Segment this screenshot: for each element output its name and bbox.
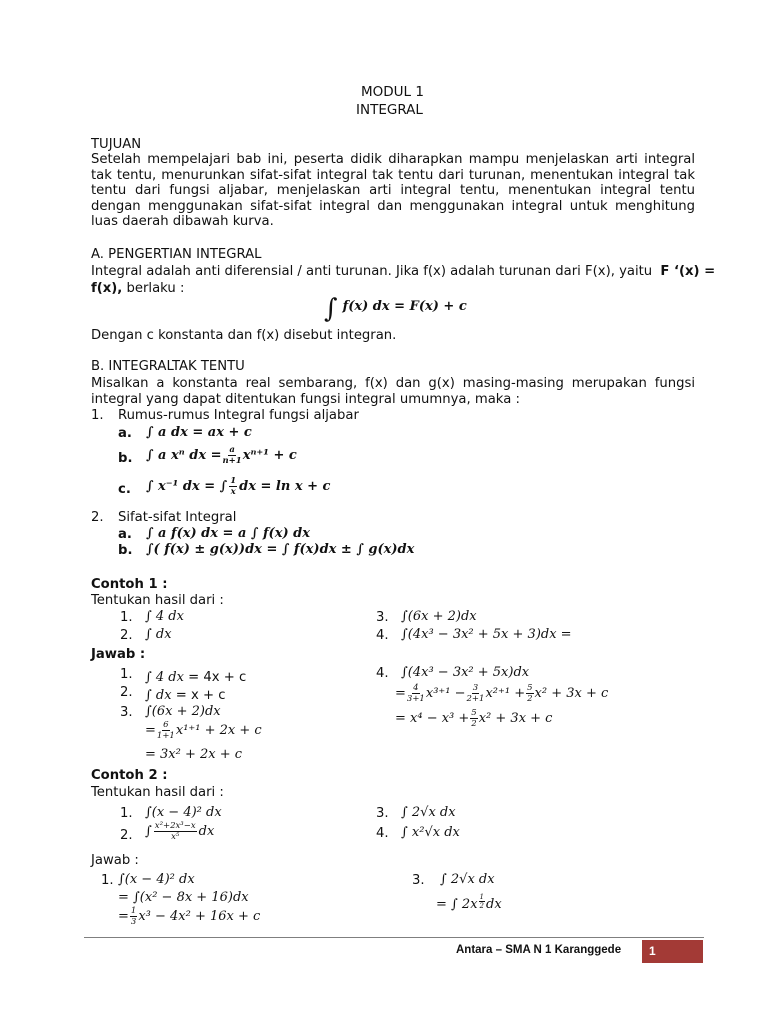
c1-q4: ∫(4x³ − 3x² + 5x + 3)dx = (401, 627, 572, 642)
doc-title: MODUL 1 (361, 84, 424, 100)
section-b-paragraph: Misalkan a konstanta real sembarang, f(x) dan g(x) masing-masing merupakan fungsi integral yang dapat ditentukan fungsi integral umumnya, maka : (91, 376, 695, 407)
c1-a4-frac2-den: 2+1 (466, 694, 485, 704)
c2-a1-line3 (118, 906, 260, 927)
c2-a3-line2 (436, 893, 502, 913)
c1-a4-frac4-den: 2 (471, 719, 477, 729)
c1-a4-frac2-num: 3 (472, 683, 479, 693)
c1-a3-line2 (145, 720, 262, 741)
section-a-heading: A. PENGERTIAN INTEGRAL (91, 247, 262, 262)
c2-a1-numerator: 1 (130, 906, 137, 916)
c1-q1-number: 1. (120, 610, 133, 625)
tujuan-paragraph: Setelah mempelajari bab ini, peserta didik diharapkan mampu menjelaskan arti integral tak tentu, menurunkan sifat-sifat integral tak tentu dari turunan, menentukan integral tak tentu dari fungsi aljabar, menjelaskan arti integral tentu, menentukan integral tentu dengan menggunakan sifat-sifat integral dan menggunakan integral untuk menghitung luas daerah dibawah kurva. (91, 152, 695, 230)
c1-a2-math: ∫ dx (145, 688, 172, 703)
section-b-heading: B. INTEGRALTAK TENTU (91, 359, 245, 374)
c2-a3-line2-pre: = ∫ 2x (436, 897, 478, 912)
c1-a3-line2-pre: = (145, 722, 156, 738)
c1-a4-frac1-num: 4 (413, 683, 419, 693)
c2-a1-line3-pre: = (118, 908, 129, 924)
c1-a3-denominator: 1+1 (156, 731, 175, 741)
section-a-bold2: f(x), (91, 281, 123, 296)
c2-a1-number: 1. (101, 873, 114, 888)
section-a-text-line2 (91, 281, 184, 296)
c1-q3-number: 3. (376, 610, 389, 625)
c1-a1-rest: = 4x + c (183, 670, 247, 685)
c2-a1-fraction (130, 906, 137, 927)
c2-q3-number: 3. (376, 806, 389, 821)
c1-a3-line3: = 3x² + 2x + c (145, 747, 243, 762)
rule-c-numerator: 1 (230, 476, 237, 486)
c2-a1-denominator: 3 (130, 917, 137, 927)
integral-definition-formula (324, 296, 467, 322)
page-number: 1 (649, 944, 656, 958)
prop-b-formula: ∫( f(x) ± g(x))dx = ∫ f(x)dx ± ∫ g(x)dx (146, 542, 415, 557)
item1-text: Rumus-rumus Integral fungsi aljabar (118, 408, 359, 423)
c2-a3-exponent-fraction (479, 893, 485, 910)
section-a-text3: Dengan c konstanta dan f(x) disebut integran. (91, 328, 397, 343)
c1-q3: ∫(6x + 2)dx (401, 609, 477, 624)
c1-q2: ∫ dx (145, 627, 172, 642)
c1-a4-line1: ∫(4x³ − 3x² + 5x)dx (401, 665, 530, 680)
c1-a1-number: 1. (120, 667, 133, 682)
c1-a4-fraction2 (467, 683, 485, 704)
rule-c-fraction (229, 476, 237, 497)
prop-a-formula: ∫ a f(x) dx = a ∫ f(x) dx (146, 526, 310, 541)
c2-q2-fraction (154, 821, 197, 842)
c1-a1-math: ∫ 4 dx (145, 670, 184, 685)
c1-a3-line2-post: x¹⁺¹ + 2x + c (175, 722, 262, 738)
rule-b-formula (146, 445, 297, 466)
c1-a1 (145, 666, 246, 686)
c2-q2-numerator: x²+2x³−x (154, 821, 196, 831)
c1-a4-line3 (395, 708, 552, 729)
c2-a3-number: 3. (412, 873, 425, 888)
c1-a4-line3-post: x² + 3x + c (478, 710, 553, 726)
c1-a4-fraction1 (407, 683, 425, 704)
doc-subtitle: INTEGRAL (356, 102, 423, 118)
footer-divider (84, 937, 704, 938)
c1-a4-frac3-num: 5 (527, 683, 533, 693)
page-number-badge (642, 940, 703, 963)
c1-a4-number: 4. (376, 666, 389, 681)
rule-c-formula (146, 476, 330, 497)
rule-a-label: a. (118, 426, 132, 441)
c1-a4-frac3-den: 2 (527, 694, 533, 704)
c2-a1-line3-post: x³ − 4x² + 16x + c (138, 908, 261, 924)
c1-a4-line2 (395, 683, 608, 704)
contoh1-intro: Tentukan hasil dari : (91, 593, 224, 608)
c1-a4-fraction3 (526, 683, 533, 704)
item2-number: 2. (91, 510, 104, 525)
rule-c-post: dx = ln x + c (239, 478, 331, 494)
jawab2-heading: Jawab : (91, 853, 139, 868)
section-a-text-line1 (91, 264, 715, 279)
integral-sign-icon: ∫ (324, 294, 338, 324)
c1-q1: ∫ 4 dx (145, 609, 184, 624)
rule-c-pre: ∫ x⁻¹ dx = ∫ (146, 478, 228, 494)
footer-text: Antara – SMA N 1 Karanggede (456, 944, 622, 956)
item1-number: 1. (91, 408, 104, 423)
c2-q2-pre: ∫ (145, 823, 152, 839)
c2-a3-exp-num: 1 (479, 893, 485, 901)
c1-a3-numerator: 6 (163, 720, 169, 730)
prop-a-label: a. (118, 527, 132, 542)
contoh2-intro: Tentukan hasil dari : (91, 785, 224, 800)
c1-a2 (145, 684, 226, 704)
section-a-text1: Integral adalah anti diferensial / anti turunan. Jika f(x) adalah turunan dari F(x), yaitu (91, 264, 653, 279)
c1-a3-line1: ∫(6x + 2)dx (145, 704, 221, 719)
c2-a3-exp-den: 2 (479, 902, 485, 910)
c1-q2-number: 2. (120, 628, 133, 643)
c1-a2-number: 2. (120, 685, 133, 700)
c1-a4-line2-pre: = (395, 685, 406, 701)
tujuan-heading: TUJUAN (91, 137, 142, 152)
c2-q4-number: 4. (376, 826, 389, 841)
c2-a3-line2-post: dx (486, 897, 502, 912)
c1-a4-frac4-num: 5 (471, 708, 477, 718)
rule-b-denominator: n+1 (222, 456, 242, 466)
rule-c-label: c. (118, 482, 131, 497)
contoh1-heading: Contoh 1 : (91, 577, 168, 592)
rule-b-pre: ∫ a xⁿ dx = (146, 447, 222, 463)
c1-a4-frac1-den: 3+1 (406, 694, 425, 704)
c1-a2-rest: = x + c (171, 688, 226, 703)
c1-a3-number: 3. (120, 705, 133, 720)
c1-a4-line3-pre: = x⁴ − x³ + (395, 710, 470, 726)
c2-q1-number: 1. (120, 806, 133, 821)
c2-a1-line2: = ∫(x² − 8x + 16)dx (118, 890, 249, 905)
c1-q4-number: 4. (376, 628, 389, 643)
rule-c-denominator: x (230, 487, 236, 497)
c1-a4-line2-post: x² + 3x + c (534, 685, 609, 701)
c2-a3-line1: ∫ 2√x dx (440, 872, 495, 887)
c1-a3-fraction (157, 720, 175, 741)
c1-a4-fraction4 (470, 708, 477, 729)
rule-b-fraction (223, 445, 242, 466)
c2-q3: ∫ 2√x dx (401, 805, 456, 820)
c2-q2-number: 2. (120, 828, 133, 843)
c1-a4-line2-mid1: x³⁺¹ − (425, 685, 466, 701)
c2-q1: ∫(x − 4)² dx (145, 805, 222, 820)
rule-a-formula: ∫ a dx = ax + c (146, 425, 252, 440)
rule-b-post: xⁿ⁺¹ + c (242, 447, 297, 463)
definition-formula-text: f(x) dx = F(x) + c (342, 299, 467, 314)
c1-a4-line2-mid2: x²⁺¹ + (485, 685, 526, 701)
c2-a1-line1: ∫(x − 4)² dx (118, 872, 195, 887)
jawab1-heading: Jawab : (91, 647, 146, 662)
prop-b-label: b. (118, 543, 133, 558)
contoh2-heading: Contoh 2 : (91, 768, 168, 783)
rule-b-numerator: a (229, 445, 235, 455)
c2-q2-post: dx (198, 823, 215, 839)
item2-text: Sifat-sifat Integral (118, 510, 237, 525)
c2-q2-denominator: x⁵ (171, 832, 180, 842)
section-a-bold1: F ‘(x) = (660, 264, 716, 279)
section-a-text2: berlaku : (126, 281, 185, 296)
rule-b-label: b. (118, 451, 133, 466)
c2-q2 (145, 821, 214, 842)
c2-q4: ∫ x²√x dx (401, 825, 460, 840)
